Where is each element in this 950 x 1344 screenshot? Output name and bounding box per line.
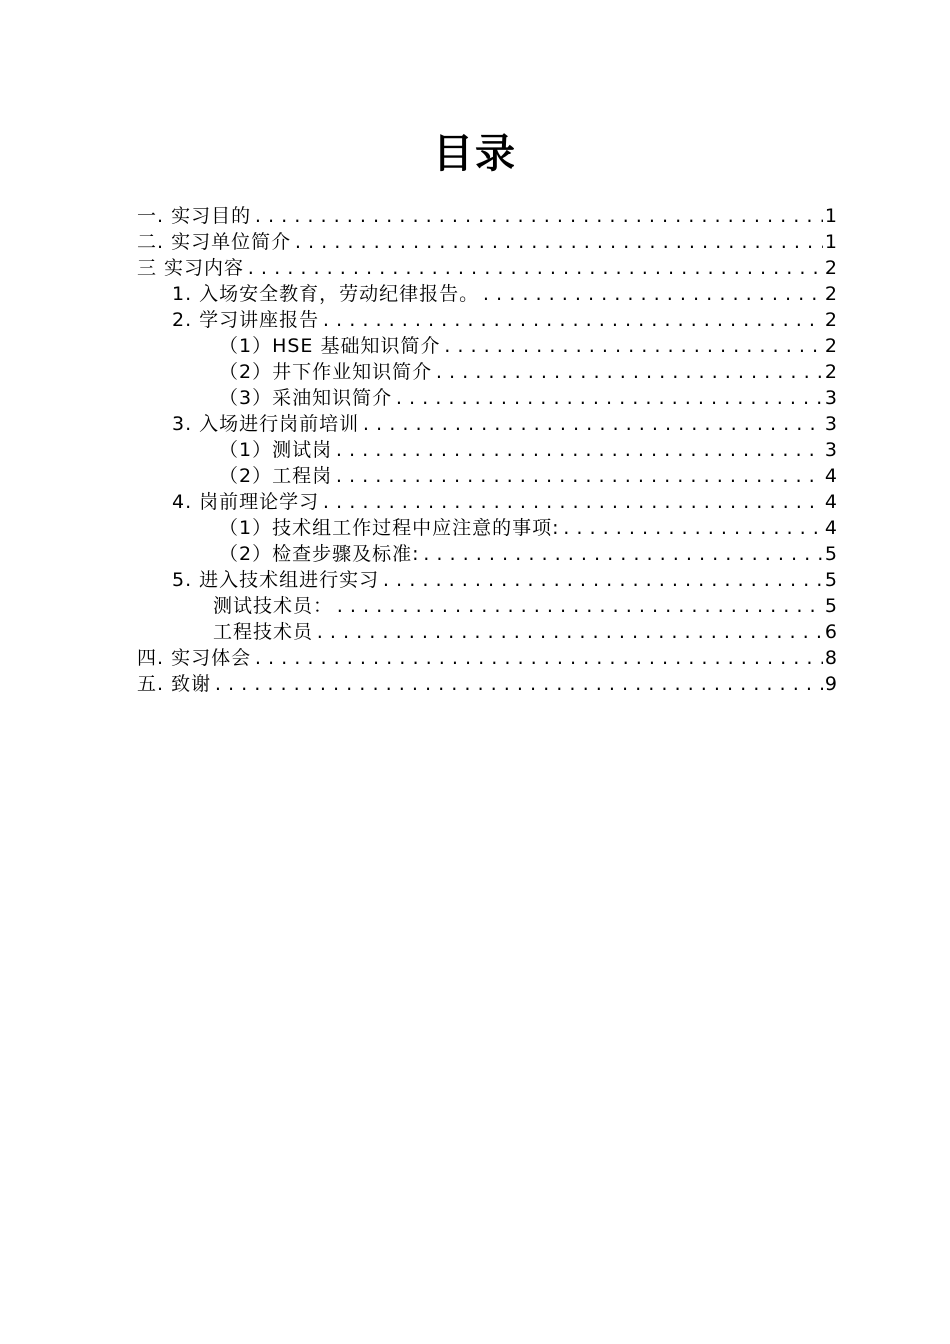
toc-entry[interactable]: [137, 437, 837, 463]
toc-dot-leader: [315, 620, 823, 646]
toc-entry-label: 二. 实习单位简介: [137, 231, 292, 253]
toc-entry[interactable]: [137, 463, 837, 489]
toc-entry[interactable]: [137, 671, 837, 697]
toc-entry[interactable]: [137, 411, 837, 437]
toc-entry-page-number: 3: [824, 413, 837, 435]
toc-dot-leader: [246, 256, 823, 282]
page-title: 目录: [433, 131, 517, 177]
toc-entry[interactable]: [137, 307, 837, 333]
toc-entry[interactable]: [137, 619, 837, 645]
toc-entry-label: （3）采油知识简介: [219, 387, 393, 409]
toc-dot-leader: [335, 594, 823, 620]
toc-entry-page-number: 4: [824, 465, 837, 487]
toc-entry-label: 三 实习内容: [137, 257, 245, 279]
toc-entry-label: 3. 入场进行岗前培训: [172, 413, 360, 435]
toc-dot-leader: [381, 568, 823, 594]
toc-entry[interactable]: [137, 229, 837, 255]
toc-dot-leader: [434, 360, 823, 386]
toc-entry-page-number: 5: [824, 595, 837, 617]
toc-entry-label: 2. 学习讲座报告: [172, 309, 320, 331]
toc-dot-leader: [213, 672, 823, 698]
toc-dot-leader: [422, 542, 823, 568]
toc-entry-label: 一. 实习目的: [137, 205, 252, 227]
toc-entry-label: 4. 岗前理论学习: [172, 491, 320, 513]
toc-dot-leader: [562, 516, 823, 542]
toc-entry[interactable]: [137, 281, 837, 307]
toc-entry-label: 1. 入场安全教育，劳动纪律报告。: [172, 283, 480, 305]
toc-entry-label: （2）井下作业知识简介: [219, 361, 433, 383]
table-of-contents: [137, 203, 837, 697]
toc-dot-leader: [321, 490, 823, 516]
toc-entry[interactable]: [137, 385, 837, 411]
toc-dot-leader: [253, 204, 823, 230]
toc-entry-label: 四. 实习体会: [137, 647, 252, 669]
toc-entry-label: 工程技术员: [213, 621, 314, 643]
toc-entry-page-number: 1: [824, 231, 837, 253]
toc-entry[interactable]: [137, 515, 837, 541]
toc-entry-label: （1）测试岗: [219, 439, 333, 461]
toc-entry-page-number: 8: [824, 647, 837, 669]
toc-entry-page-number: 2: [824, 309, 837, 331]
toc-entry-page-number: 2: [824, 361, 837, 383]
toc-entry-page-number: 2: [824, 335, 837, 357]
toc-entry[interactable]: [137, 541, 837, 567]
toc-entry-label: （2）检查步骤及标准:: [219, 543, 420, 565]
toc-entry-page-number: 4: [824, 491, 837, 513]
toc-dot-leader: [253, 646, 823, 672]
toc-entry-label: （1）技术组工作过程中应注意的事项:: [219, 517, 560, 539]
toc-dot-leader: [334, 438, 823, 464]
toc-dot-leader: [321, 308, 823, 334]
toc-entry-page-number: 5: [824, 543, 837, 565]
toc-entry[interactable]: [137, 645, 837, 671]
toc-entry-page-number: 2: [824, 257, 837, 279]
toc-entry-label: （2）工程岗: [219, 465, 333, 487]
toc-entry-page-number: 4: [824, 517, 837, 539]
toc-entry-label: （1）HSE 基础知识简介: [219, 335, 441, 357]
toc-dot-leader: [361, 412, 823, 438]
toc-entry[interactable]: [137, 489, 837, 515]
toc-entry-page-number: 3: [824, 439, 837, 461]
toc-entry-label: 五. 致谢: [137, 673, 212, 695]
toc-entry-page-number: 6: [824, 621, 837, 643]
toc-entry-page-number: 1: [824, 205, 837, 227]
toc-dot-leader: [481, 282, 823, 308]
toc-dot-leader: [394, 386, 823, 412]
toc-dot-leader: [334, 464, 823, 490]
toc-entry-page-number: 3: [824, 387, 837, 409]
toc-entry[interactable]: [137, 203, 837, 229]
toc-entry-label: 测试技术员：: [213, 595, 334, 617]
toc-entry[interactable]: [137, 333, 837, 359]
toc-entry-page-number: 9: [824, 673, 837, 695]
toc-entry-label: 5. 进入技术组进行实习: [172, 569, 380, 591]
toc-entry[interactable]: [137, 593, 837, 619]
toc-entry-page-number: 2: [824, 283, 837, 305]
toc-dot-leader: [442, 334, 822, 360]
toc-entry-page-number: 5: [824, 569, 837, 591]
toc-dot-leader: [293, 230, 823, 256]
toc-entry[interactable]: [137, 567, 837, 593]
toc-entry[interactable]: [137, 255, 837, 281]
toc-entry[interactable]: [137, 359, 837, 385]
